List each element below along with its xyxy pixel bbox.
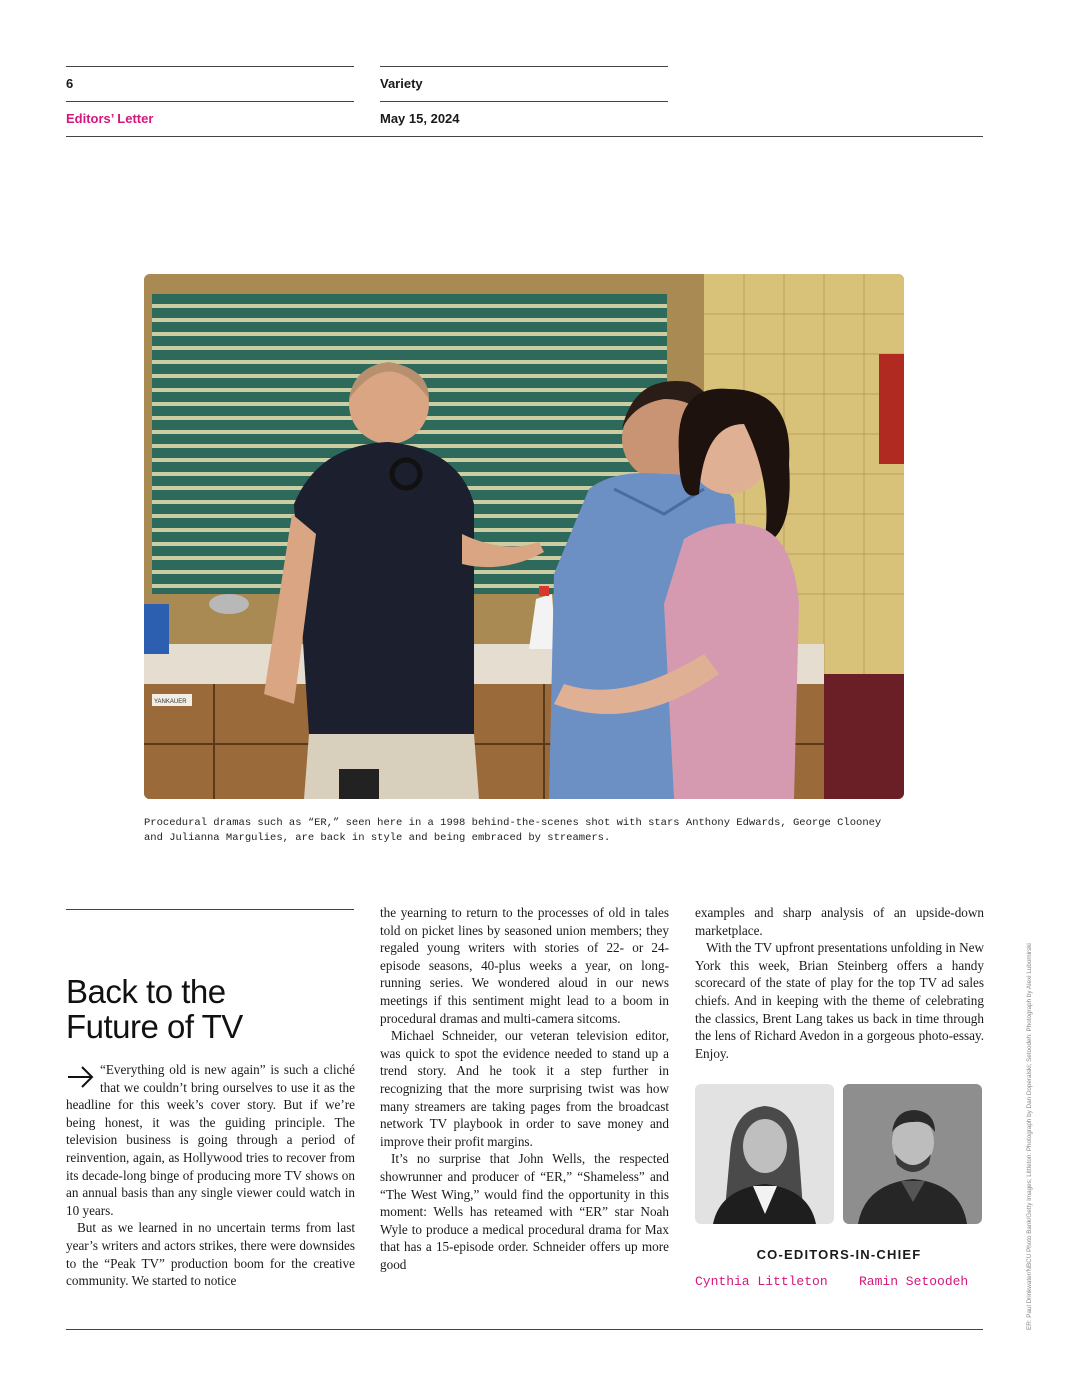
article-column-3 [695, 904, 984, 1062]
photo-illustration [144, 274, 904, 799]
col2-paragraph-2: Michael Schneider, our veteran television editor, was quick to spot the evidence needed to stand up a trend story. And he took it a step further in recognizing that the more surprising twist was how many streamers are taking pages from the broadcast network TV playbook in order to save money and improve their profit margins. [380, 1028, 669, 1149]
editor-name-littleton: Cynthia Littleton [695, 1274, 828, 1289]
col1-paragraph-2: But as we learned in no uncertain terms from last year’s writers and actors strikes, there were downsides to the “Peak TV” production boom for the creative community. We started to notice [66, 1220, 355, 1289]
header-rule-mid-mid [380, 101, 668, 102]
er-behind-the-scenes-photo [144, 274, 904, 799]
avatar-ramin-setoodeh [843, 1084, 982, 1224]
photo-caption: Procedural dramas such as “ER,” seen here in a 1998 behind-the-scenes shot with stars Anthony Edwards, George Clooney and Julianna Margulies, are back in style and being embraced by streamers. [144, 817, 882, 844]
col1-paragraph-1: “Everything old is new again” is such a cliché that we couldn’t bring ourselves to use it as the headline for this week’s cover story. But if we’re being honest, it was the guiding principle. The television business is going through a period of reinvention, again, as Hollywood tries to recover from its decade-long binge of producing more TV shows on an annual basis than any single viewer could watch in 10 years. [66, 1062, 355, 1218]
section-label: Editors’ Letter [66, 111, 154, 126]
article-rule-top [66, 909, 354, 910]
nameplate-text: YANKAUER [154, 699, 187, 705]
article-column-1 [66, 1061, 355, 1290]
issue-date: May 15, 2024 [380, 111, 460, 126]
header-rule-bottom [66, 136, 983, 137]
article-column-2 [380, 904, 669, 1273]
publication-name: Variety [380, 76, 423, 91]
col3-paragraph-2: With the TV upfront presentations unfolding in New York this week, Brian Steinberg offers a handy scorecard of the state of play for the top TV ad sales chiefs. And in keeping with the theme of celebrating the classics, Brent Lang takes us back in time through the lens of Richard Avedon in a gorgeous photo-essay. Enjoy. [695, 940, 984, 1061]
col3-paragraph-1: examples and sharp analysis of an upside-down marketplace. [695, 905, 984, 938]
headline-line-1: Back to the [66, 973, 226, 1010]
editor-name-setoodeh: Ramin Setoodeh [859, 1274, 969, 1289]
headline-line-2: Future of TV [66, 1008, 243, 1045]
header-rule-mid-top [380, 66, 668, 67]
col2-paragraph-1: the yearning to return to the processes of old in tales told on picket lines by seasoned union members; they regaled young writers with stories of 22- or 24-episode seasons, 40-plus weeks a year, on long-running series. We wondered aloud in our news meetings if this sentiment might lead to a boom in procedural dramas and multi-camera sitcoms. [380, 905, 669, 1026]
portrait-illustration-2 [843, 1084, 982, 1224]
header-rule-left-mid [66, 101, 354, 102]
col2-paragraph-3: It’s no surprise that John Wells, the respected showrunner and producer of “ER,” “Shameless” and “The West Wing,” would find the opportunity in this moment: Wells has reteamed with “ER” star Noah Wyle to produce a medical procedural drama for Max that has a 15-episode order. Schneider offers up more good [380, 1151, 669, 1272]
avatar-cynthia-littleton [695, 1084, 834, 1224]
article-headline [66, 974, 356, 1044]
header-rule-left-top [66, 66, 354, 67]
arrow-right-icon [66, 1062, 96, 1092]
footer-rule [66, 1329, 983, 1330]
portrait-illustration-1 [695, 1084, 834, 1224]
page-number: 6 [66, 76, 74, 91]
co-editors-title: CO-EDITORS-IN-CHIEF [756, 1247, 922, 1262]
photo-credit: ER: Paul Drinkwater/NBCU Photo Bank/Getty Images; Littleton: Photograph by Dan Doperalski; Setoodeh: Photograph by Alexi Lubomirski [1026, 943, 1033, 1330]
